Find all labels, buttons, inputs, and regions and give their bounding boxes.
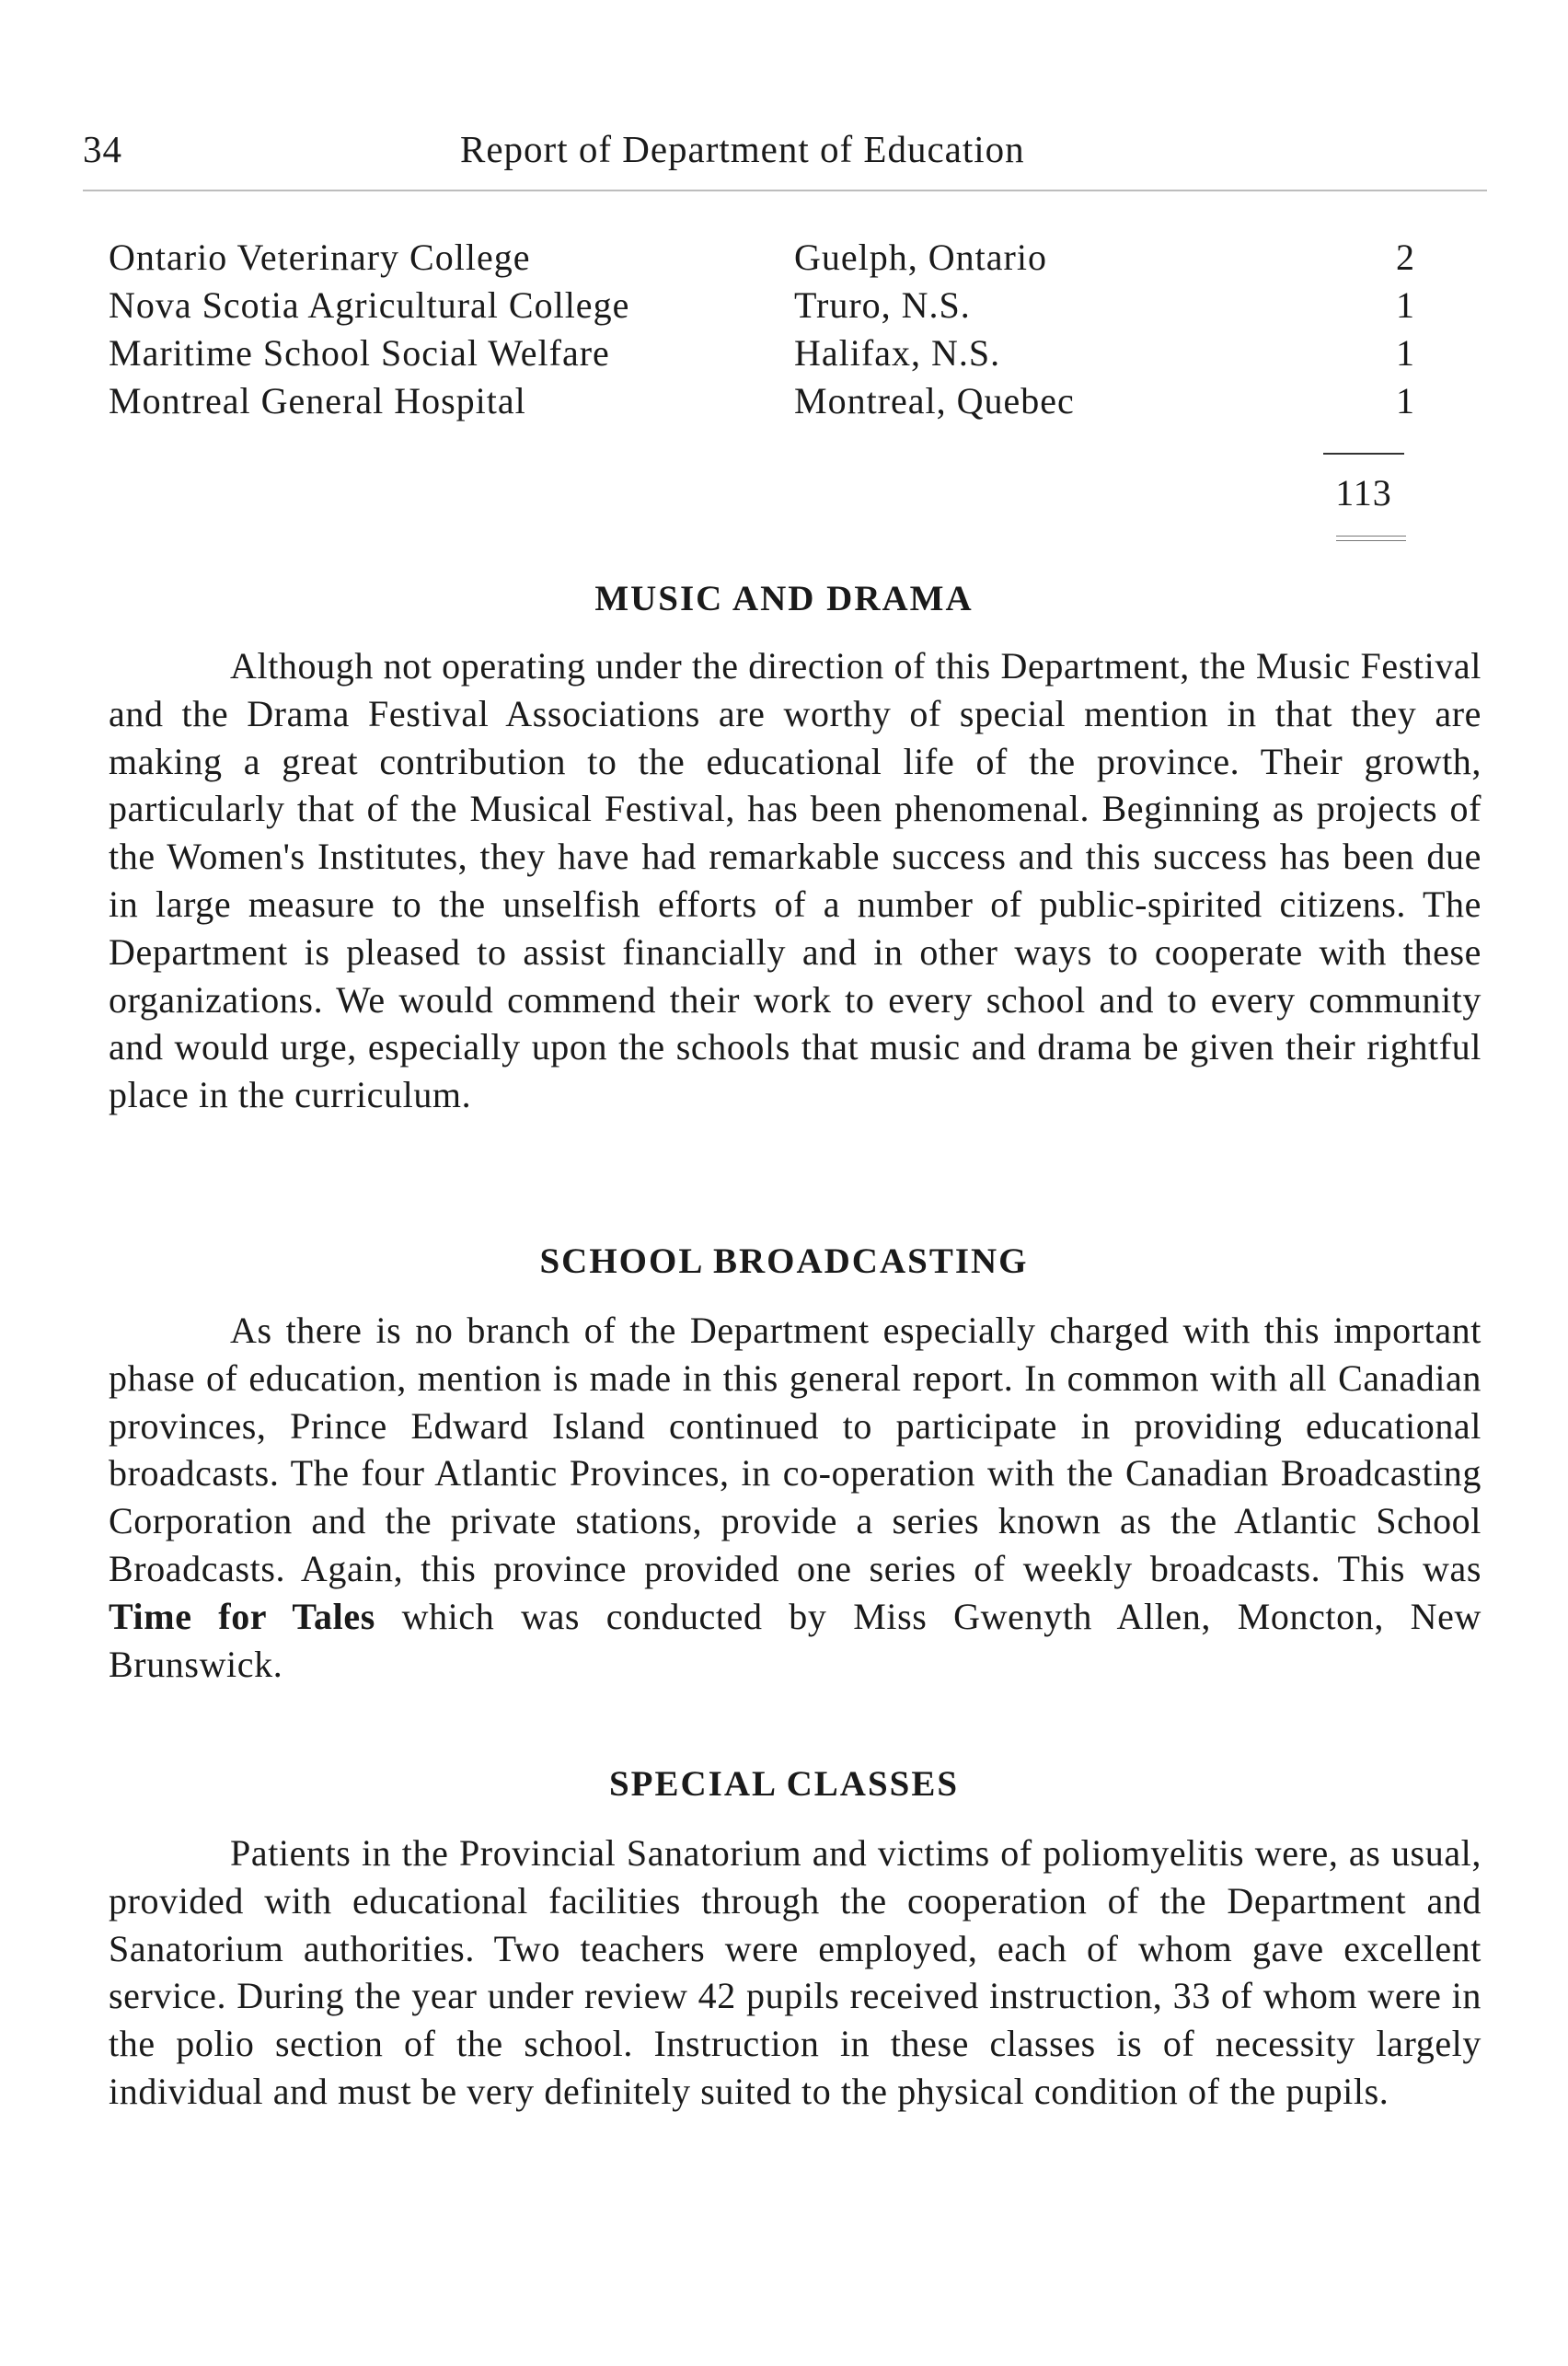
running-header	[83, 120, 1487, 191]
table-total: 113	[1335, 472, 1392, 514]
section-body-special-classes: Patients in the Provincial Sanatorium and victims of poliomyelitis were, as usual, provided with educational facilities through the cooperation of the Department and Sanatorium authorities. Two teachers were employed, each of whom gave excellent service. During the year under review 42 pupils received instruction, 33 of whom were in the polio section of the school. Instruction in these classes is of necessity largely individual and must be very definitely suited to the physical condition of the pupils.	[109, 1832, 1482, 2112]
page-number: 34	[83, 128, 122, 170]
table-row	[109, 331, 1415, 379]
total-double-rule	[1336, 536, 1406, 541]
table-row	[109, 283, 1415, 331]
institution-count: 2	[1396, 237, 1415, 278]
sum-rule	[1323, 453, 1404, 455]
institution-location: Montreal, Quebec	[794, 380, 1075, 421]
table-row	[109, 379, 1415, 427]
body-text: which was conducted by Miss Gwenyth Allen, Moncton, New Brunswick.	[109, 1595, 1482, 1685]
institution-count: 1	[1396, 380, 1415, 421]
institution-table	[109, 236, 1415, 427]
program-title: Time for Tales	[109, 1595, 375, 1637]
institution-count: 1	[1396, 284, 1415, 326]
body-text: As there is no branch of the Department especially charged with this important phase of education, mention is made in this general report. In common with all Canadian provinces, Prince Edward Island continued to participate in providing educational broadcasts. The four Atlantic Provinces, in co-operation with the Canadian Broadcasting Corporation and the private stations, provide a series known as the Atlantic School Broadcasts. Again, this province provided one series of weekly broadcasts. This was	[109, 1310, 1482, 1589]
institution-count: 1	[1396, 332, 1415, 374]
section-body-school-broadcasting	[109, 1307, 1482, 1688]
running-title: Report of Department of Education	[460, 128, 1025, 170]
institution-name: Nova Scotia Agricultural College	[109, 284, 630, 326]
section-heading-music-and-drama: MUSIC AND DRAMA	[594, 579, 974, 618]
section-body-music-and-drama: Although not operating under the direction of this Department, the Music Festival and the Drama Festival Associations are worthy of special mention in that they are making a great contribution to the educational life of the province. Their growth, particularly that of the Musical Festival, has been phenomenal. Beginning as projects of the Women's Institutes, they have had remarkable success and this success has been due in large measure to the unselfish efforts of a number of public-spirited citizens. The Department is pleased to assist financially and in other ways to cooperate with these organizations. We would commend their work to every school and to every community and would urge, especially upon the schools that music and drama be given their rightful place in the curriculum.	[109, 645, 1482, 1116]
institution-name: Ontario Veterinary College	[109, 237, 531, 278]
section-heading-school-broadcasting: SCHOOL BROADCASTING	[539, 1241, 1029, 1281]
institution-location: Guelph, Ontario	[794, 237, 1047, 278]
institution-name: Maritime School Social Welfare	[109, 332, 610, 374]
institution-location: Halifax, N.S.	[794, 332, 1001, 374]
section-heading-special-classes: SPECIAL CLASSES	[608, 1764, 960, 1804]
institution-name: Montreal General Hospital	[109, 380, 526, 421]
institution-location: Truro, N.S.	[794, 284, 971, 326]
table-row	[109, 236, 1415, 283]
